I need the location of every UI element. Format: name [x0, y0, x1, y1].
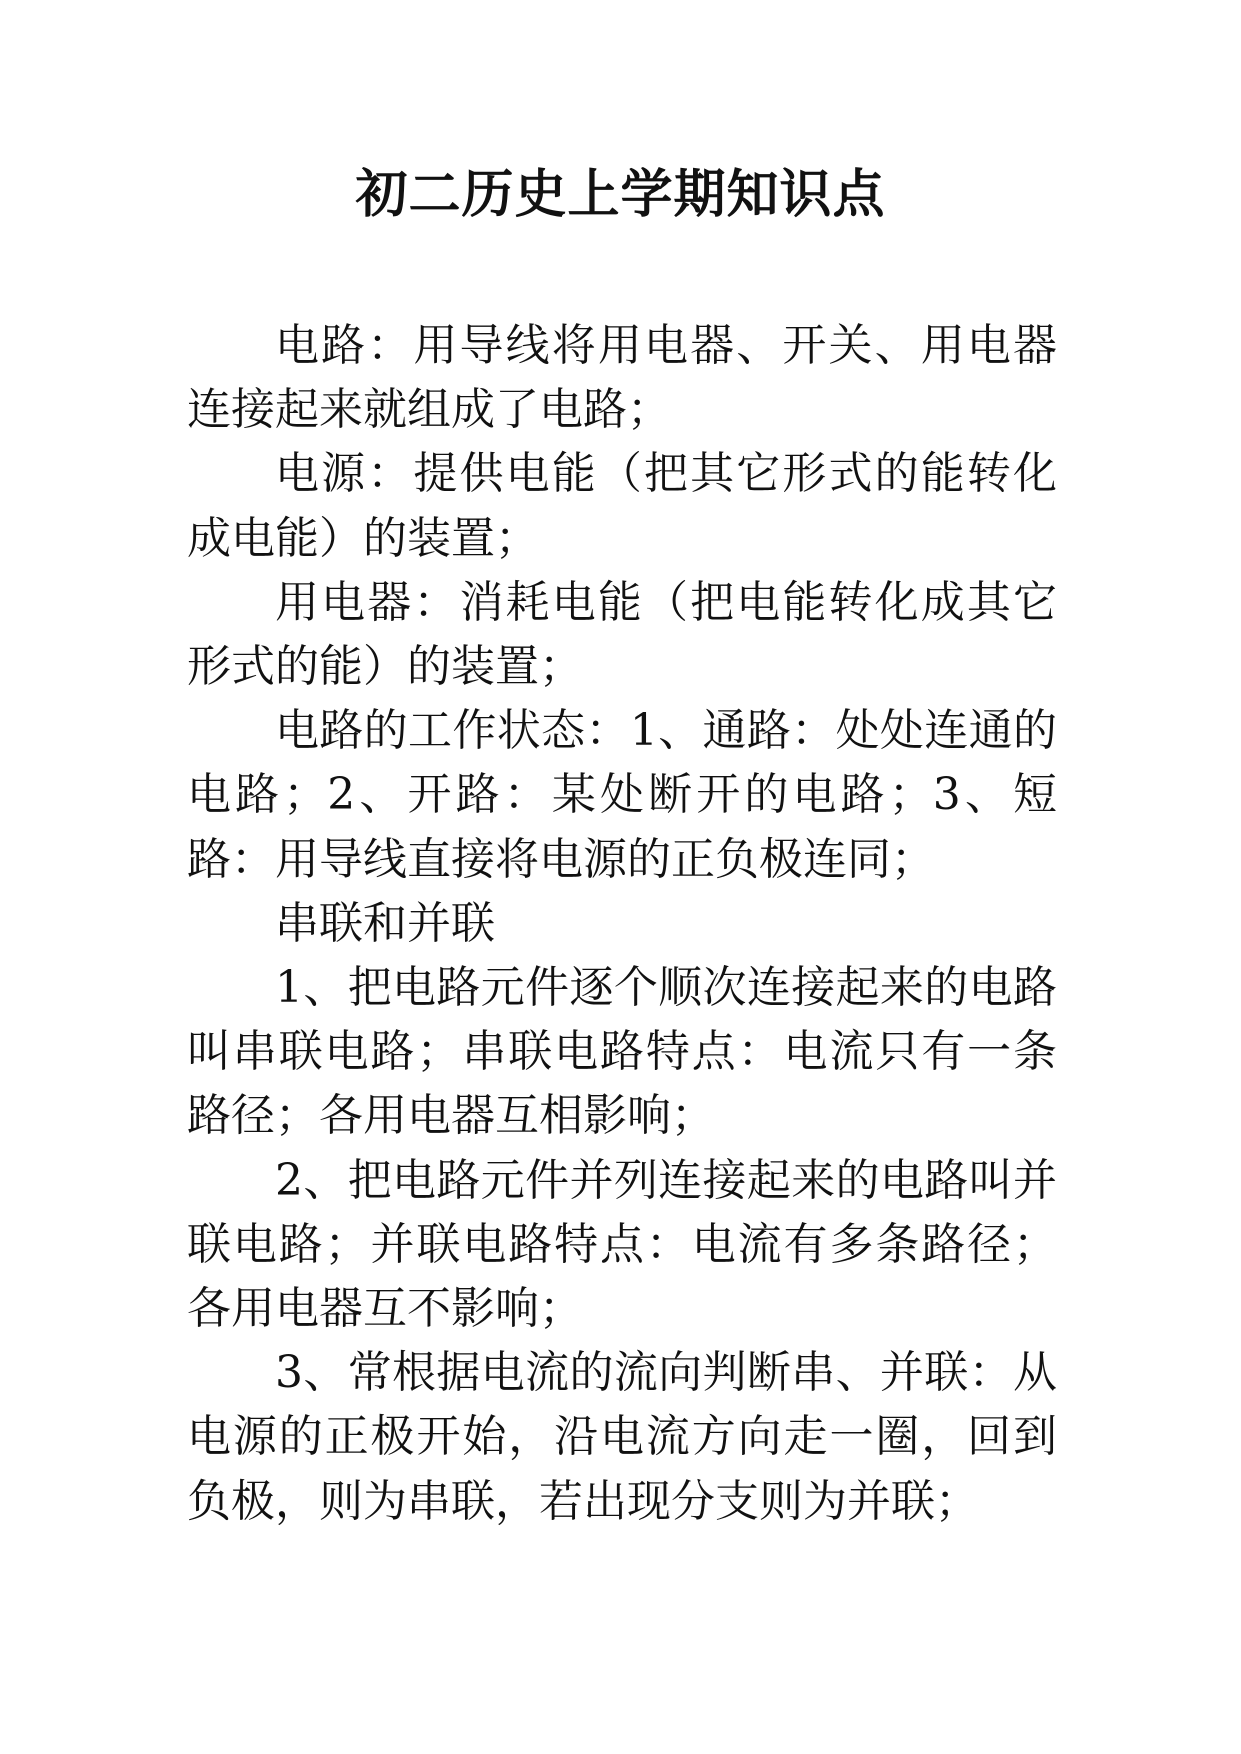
- paragraph-circuit-states: 电路的工作状态：1、通路：处处连通的电路；2、开路：某处断开的电路；3、短路：用导线直接将电源的正负极连同；: [187, 705, 1057, 885]
- paragraph-series-parallel-heading: 串联和并联: [275, 897, 495, 949]
- paragraph-current-direction-rule: 3、常根据电流的流向判断串、并联：从电源的正极开始，沿电流方向走一圈，回到负极，则为串联，若出现分支则为并联；: [187, 1347, 1057, 1527]
- document-body: [187, 314, 1057, 1534]
- paragraph-electrical-appliance: 用电器：消耗电能（把电能转化成其它形式的能）的装置；: [187, 576, 1057, 693]
- paragraph-series-circuit: 1、把电路元件逐个顺次连接起来的电路叫串联电路；串联电路特点：电流只有一条路径；各用电器互相影响；: [187, 962, 1057, 1142]
- paragraph-parallel-circuit: 2、把电路元件并列连接起来的电路叫并联电路；并联电路特点：电流有多条路径；各用电器互不影响；: [187, 1154, 1057, 1335]
- page-title: 初二历史上学期知识点: [355, 164, 886, 225]
- paragraph-circuit: 电路：用导线将用电器、开关、用电器连接起来就组成了电路；: [187, 320, 1057, 436]
- paragraph-power-source: 电源：提供电能（把其它形式的能转化成电能）的装置；: [187, 448, 1057, 564]
